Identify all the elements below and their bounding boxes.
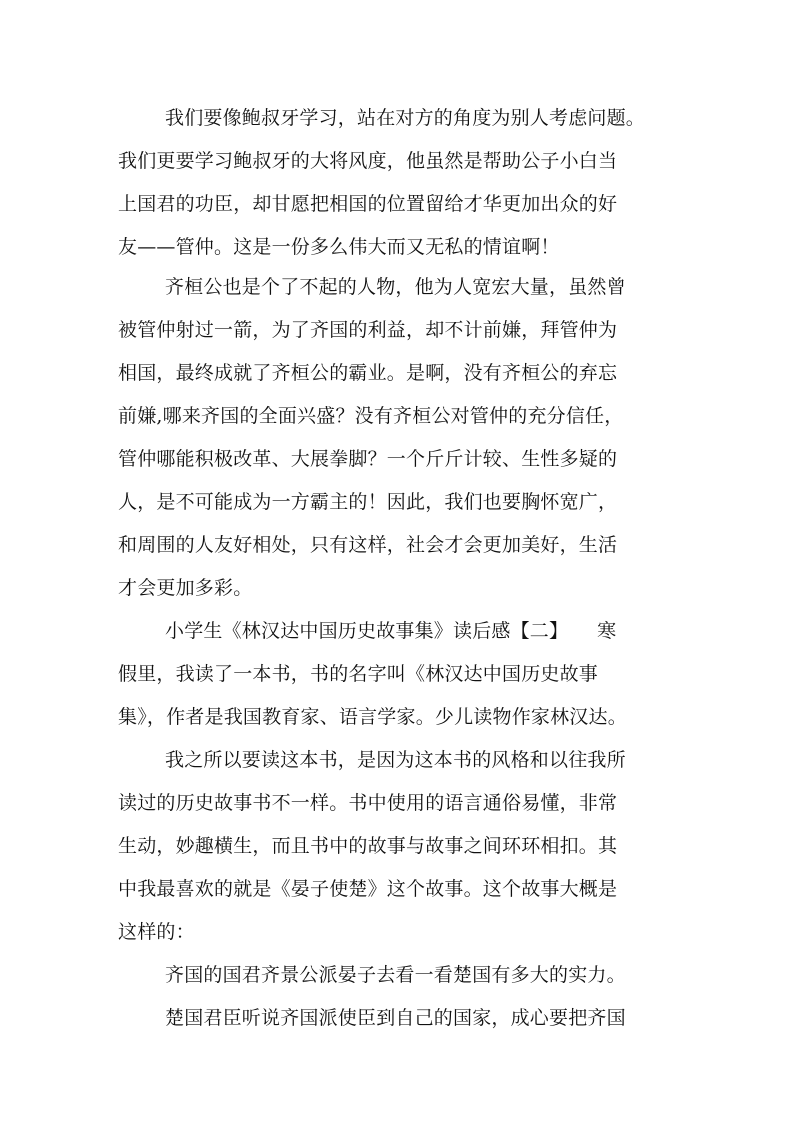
text-line-16: 我之所以要读这本书，是因为这本书的风格和以往我所 [165, 749, 626, 771]
text-line-20: 这样的： [118, 921, 195, 943]
text-line-13: 小学生《林汉达中国历史故事集》读后感【二】 寒 [165, 620, 617, 642]
text-line-15: 集》，作者是我国教育家、语言学家。少儿读物作家林汉达。 [118, 706, 627, 728]
text-line-22: 楚国君臣听说齐国派使臣到自己的国家，成心要把齐国 [165, 1007, 626, 1029]
text-line-19: 中我最喜欢的就是《晏子使楚》这个故事。这个故事大概是 [118, 878, 618, 900]
text-line-18: 生动，妙趣横生，而且书中的故事与故事之间环环相扣。其 [118, 835, 618, 857]
text-line-9: 管仲哪能积极改革、大展拳脚？一个斤斤计较、生性多疑的 [118, 448, 618, 470]
text-line-10: 人，是不可能成为一方霸主的！因此，我们也要胸怀宽广， [118, 491, 618, 513]
text-line-6: 被管仲射过一箭，为了齐国的利益，却不计前嫌，拜管仲为 [118, 319, 618, 341]
text-line-7: 相国，最终成就了齐桓公的霸业。是啊，没有齐桓公的弃忘 [118, 362, 618, 384]
text-line-11: 和周围的人友好相处，只有这样，社会才会更加美好，生活 [118, 534, 618, 556]
text-line-8: 前嫌,哪来齐国的全面兴盛？没有齐桓公对管仲的充分信任， [118, 405, 624, 427]
text-line-21: 齐国的国君齐景公派晏子去看一看楚国有多大的实力。 [165, 964, 626, 986]
text-line-3: 上国君的功臣，却甘愿把相国的位置留给才华更加出众的好 [118, 193, 618, 215]
text-line-5: 齐桓公也是个了不起的人物，他为人宽宏大量，虽然曾 [165, 276, 626, 298]
text-line-17: 读过的历史故事书不一样。书中使用的语言通俗易懂，非常 [118, 792, 618, 814]
text-line-2: 我们更要学习鲍叔牙的大将风度，他虽然是帮助公子小白当 [118, 150, 618, 172]
text-line-1: 我们要像鲍叔牙学习，站在对方的角度为别人考虑问题。 [165, 107, 646, 129]
text-line-14: 假里，我读了一本书，书的名字叫《林汉达中国历史故事 [118, 663, 599, 685]
text-line-12: 才会更加多彩。 [118, 577, 253, 599]
text-line-4: 友——管仲。这是一份多么伟大而又无私的情谊啊！ [118, 236, 560, 258]
